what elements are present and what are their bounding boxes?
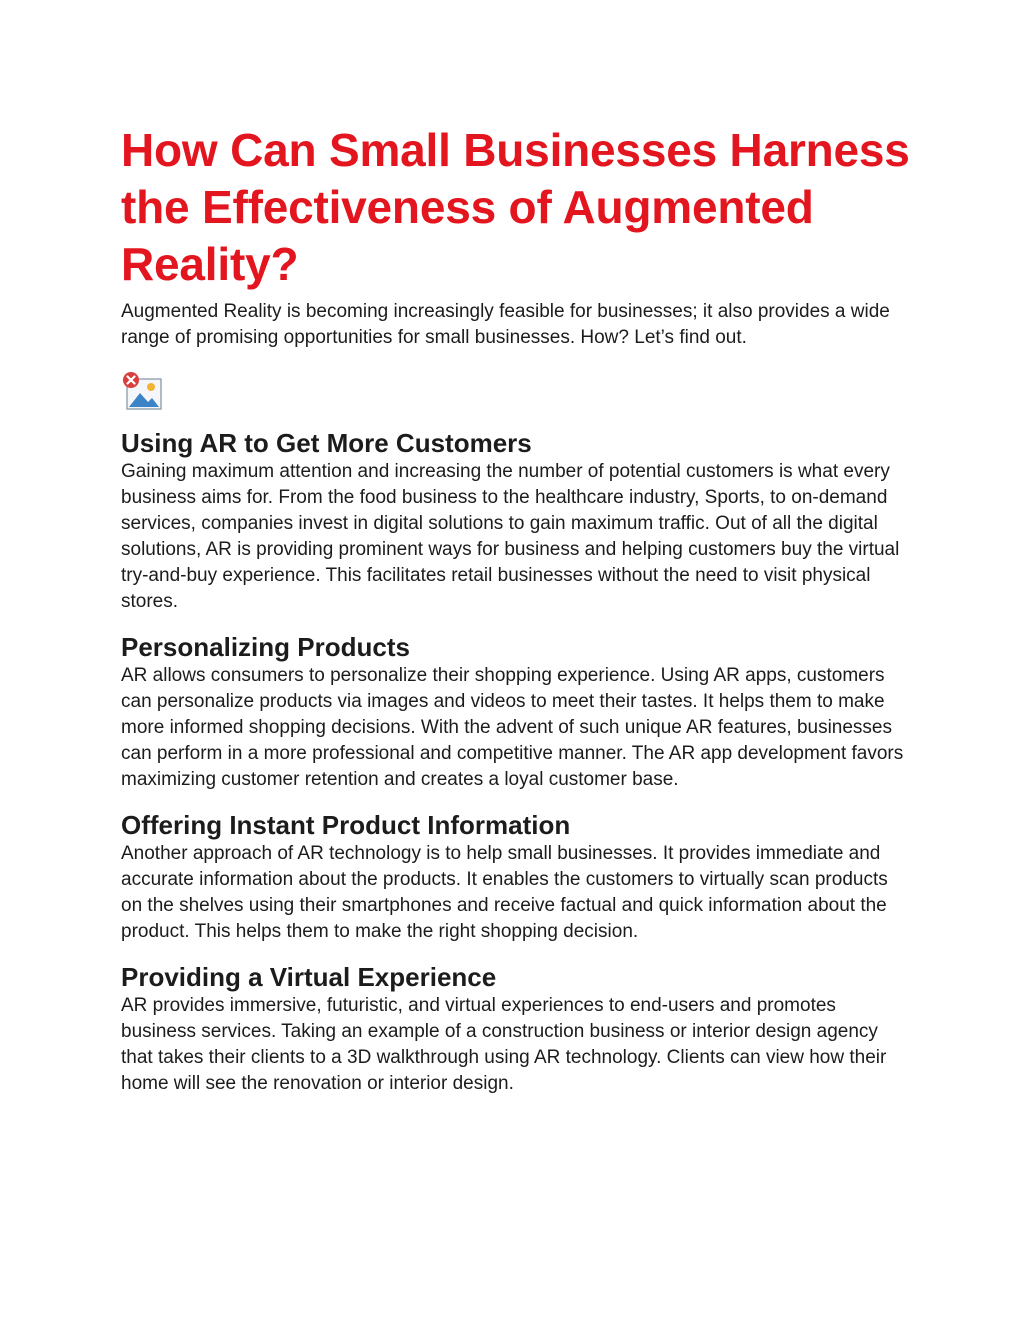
section-heading: Using AR to Get More Customers [121,428,532,458]
section-personalizing [121,631,911,793]
section-virtual-experience [121,961,911,1097]
section-more-customers [121,427,911,615]
section-heading: Providing a Virtual Experience [121,962,497,992]
section-body: AR provides immersive, futuristic, and virtual experiences to end-users and promotes business services. Taking an example of a construction business or interior design agency that takes their clients to a 3D walkthrough using AR technology. Clients can view how their home will see the renovation or interior design. [121,995,887,1094]
section-product-info [121,809,911,945]
article-title: How Can Small Businesses Harness the Effectiveness of Augmented Reality? [121,124,910,290]
section-heading: Offering Instant Product Information [121,810,571,840]
article [121,122,911,1097]
section-body: Gaining maximum attention and increasing the number of potential customers is what every business aims for. From the food business to the healthcare industry, Sports, to on-demand services, companies invest in digital solutions to gain maximum traffic. Out of all the digital solutions, AR is providing prominent ways for business and helping customers buy the virtual try-and-buy experience. This facilitates retail businesses without the need to visit physical stores. [121,461,900,612]
article-intro: Augmented Reality is becoming increasingly feasible for businesses; it also provides a wide range of promising opportunities for small businesses. How? Let’s find out. [121,301,890,348]
broken-image-icon [121,371,165,411]
section-body: AR allows consumers to personalize their shopping experience. Using AR apps, customers can personalize products via images and videos to meet their tastes. It helps them to make more informed shopping decisions. With the advent of such unique AR features, businesses can perform in a more professional and competitive manner. The AR app development favors maximizing customer retention and creates a loyal customer base. [121,665,904,790]
section-heading: Personalizing Products [121,632,410,662]
section-body: Another approach of AR technology is to help small businesses. It provides immediate and accurate information about the products. It enables the customers to virtually scan products on the shelves using their smartphones and receive factual and quick information about the product. This helps them to make the right shopping decision. [121,843,888,942]
